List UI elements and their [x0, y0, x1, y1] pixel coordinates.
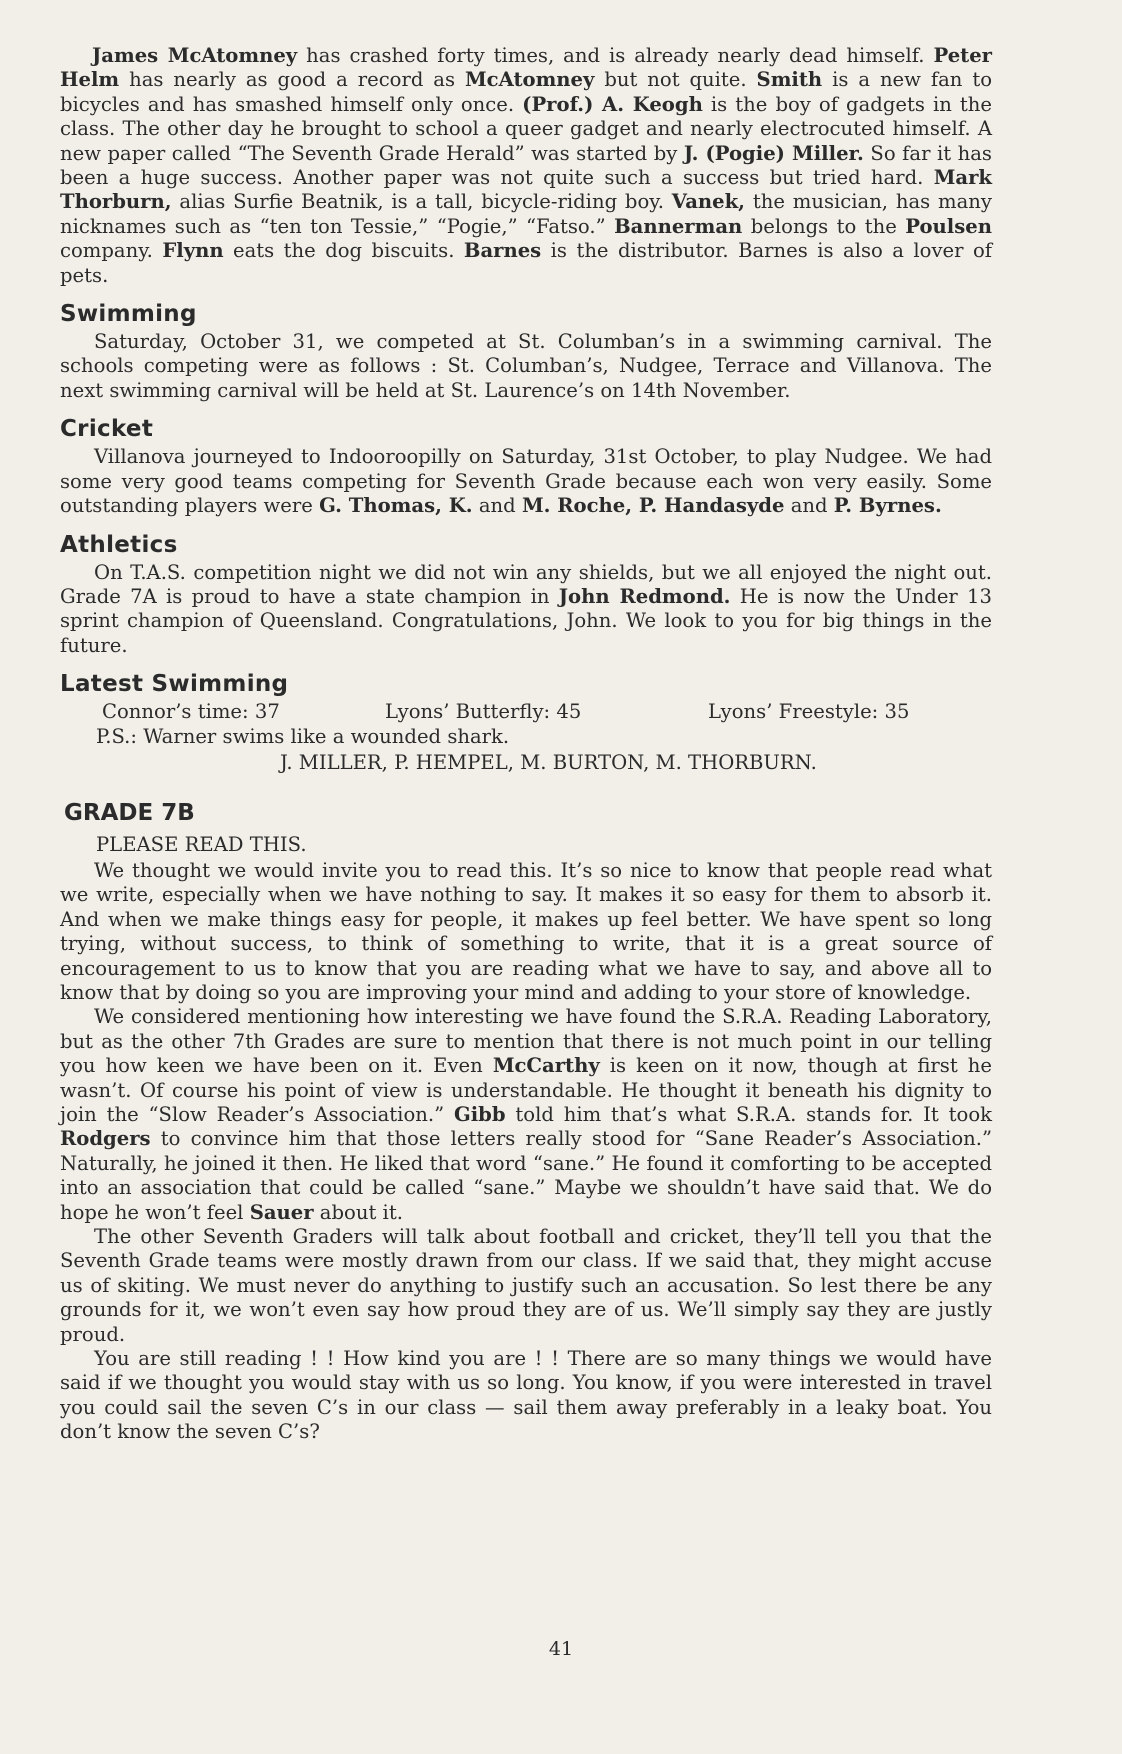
- bold-name: Gibb: [453, 1103, 506, 1126]
- bold-name: P. Byrnes.: [833, 494, 942, 518]
- postscript: P.S.: Warner swims like a wounded shark.: [96, 724, 510, 748]
- authors-line: J. MILLER, P. HEMPEL, M. BURTON, M. THORBURN.: [280, 750, 817, 774]
- bold-name: (Prof.) A. Keogh: [522, 92, 703, 116]
- connor-time: Connor’s time: 37: [102, 700, 280, 724]
- page-number: 41: [548, 1638, 574, 1660]
- bold-name: Sauer: [249, 1200, 314, 1224]
- bold-name: G. Thomas, K.: [319, 494, 473, 518]
- lyons-butterfly-time: Lyons’ Butterfly: 45: [385, 700, 582, 724]
- grade-7b-paragraph-1: We thought we would invite you to read this. It’s so nice to know that people read what we write, especially when we have nothing to say. It makes it so easy for them to absorb it. And when we make things easy for people, it makes up feel better. We have spent so long trying, without success, to think of something to write, that it is a great source of encouragement to us to know that you are reading what we have to say, and above all to know that by doing so you are improving your mind and adding to your store of knowledge.: [60, 858, 992, 1004]
- bold-name: Flynn: [162, 239, 224, 263]
- cricket-paragraph: Villanova journeyed to Indooroopilly on Saturday, 31st October, to play Nudgee. We had some very good teams competing for Seventh Grade because each won very easily. Some outstanding players were G. Thomas, K. and M. Roche, P. Handasyde and P. Byrnes.: [60, 445, 992, 518]
- bold-name: Peter Helm: [60, 44, 992, 92]
- grade-7b-paragraph-2: We considered mentioning how interesting we have found the S.R.A. Reading Laboratory, but as the other 7th Grades are sure to mention that there is not much point in our telling you how keen we have been on it. Even McCarthy is keen on it now, though at first he wasn’t. Of course his point of view is understandable. He thought it beneath his dignity to join the “Slow Reader’s Association.” Gibb told him that’s what S.R.A. stands for. It took Rodgers to convince him that those letters really stood for “Sane Reader’s Association.” Naturally, he joined it then. He liked that word “sane.” He found it comforting to be accepted into an association that could be called “sane.” Maybe we shouldn’t have said that. We do hope he won’t feel Sauer about it.: [60, 1005, 992, 1224]
- bold-name: J. (Pogie) Miller.: [683, 141, 864, 165]
- athletics-paragraph: On T.A.S. competition night we did not win any shields, but we all enjoyed the night out. Grade 7A is proud to have a state champion in John Redmond. He is now the Under 13 sprint champion of Queensland. Congratulations, John. We look to you for big things in the future.: [60, 560, 992, 657]
- intro-paragraph: James McAtomney has crashed forty times, and is already nearly dead himself. Peter Helm has nearly as good a record as McAtomney but not quite. Smith is a new fan to bicycles and has smashed himself only once. (Prof.) A. Keogh is the boy of gadgets in the class. The other day he brought to school a queer gadget and nearly electrocuted himself. A new paper called “The Seventh Grade Herald” was started by J. (Pogie) Miller. So far it has been a huge success. Another paper was not quite such a success but tried hard. Mark Thorburn, alias Surfie Beatnik, is a tall, bicycle-riding boy. Vanek, the musician, has many nicknames such as “ten ton Tessie,” “Pogie,” “Fatso.” Bannerman belongs to the Poulsen company. Flynn eats the dog biscuits. Barnes is the distributor. Barnes is also a lover of pets.: [60, 44, 992, 287]
- grade-7b-paragraph-4: You are still reading ! ! How kind you are ! ! There are so many things we would have said if we thought you would stay with us so long. You know, if you were interested in travel you could sail the seven C’s in our class — sail them away preferably in a leaky boat. You don’t know the seven C’s?: [60, 1347, 992, 1444]
- bold-name: Poulsen: [905, 214, 992, 238]
- athletics-heading: Athletics: [60, 531, 178, 558]
- cricket-heading: Cricket: [60, 416, 154, 443]
- grade-7b-subtitle: PLEASE READ THIS.: [96, 832, 307, 856]
- bold-name: Rodgers: [60, 1127, 151, 1151]
- swimming-times-row: [60, 700, 992, 724]
- bold-name: M. Roche, P. Handasyde: [521, 494, 785, 518]
- swimming-paragraph: Saturday, October 31, we competed at St. Columban’s in a swimming carnival. The schools competing were as follows : St. Columban’s, Nudgee, Terrace and Villanova. The next swimming carnival will be held at St. Laurence’s on 14th November.: [60, 330, 992, 402]
- bold-name: Smith: [756, 68, 823, 92]
- bold-name: Vanek,: [671, 190, 746, 214]
- grade-7b-paragraph-3: The other Seventh Graders will talk about football and cricket, they’ll tell you that the Seventh Grade teams were mostly drawn from our class. If we said that, they might accuse us of skiting. We must never do anything to justify such an accusation. So lest there be any grounds for it, we won’t even say how proud they are of us. We’ll simply say they are justly proud.: [60, 1225, 992, 1346]
- bold-name: Mark Thorburn,: [60, 166, 992, 214]
- lyons-freestyle-time: Lyons’ Freestyle: 35: [708, 700, 910, 724]
- bold-name: McCarthy: [492, 1054, 600, 1078]
- swimming-heading: Swimming: [60, 301, 197, 328]
- bold-name: Bannerman: [614, 214, 743, 238]
- bold-name: Barnes: [463, 239, 542, 263]
- bold-name: McAtomney: [464, 68, 595, 92]
- grade-7b-heading: GRADE 7B: [64, 799, 195, 826]
- bold-name: John Redmond.: [558, 584, 731, 608]
- latest-swimming-heading: Latest Swimming: [60, 671, 289, 698]
- bold-name: James McAtomney: [92, 44, 298, 67]
